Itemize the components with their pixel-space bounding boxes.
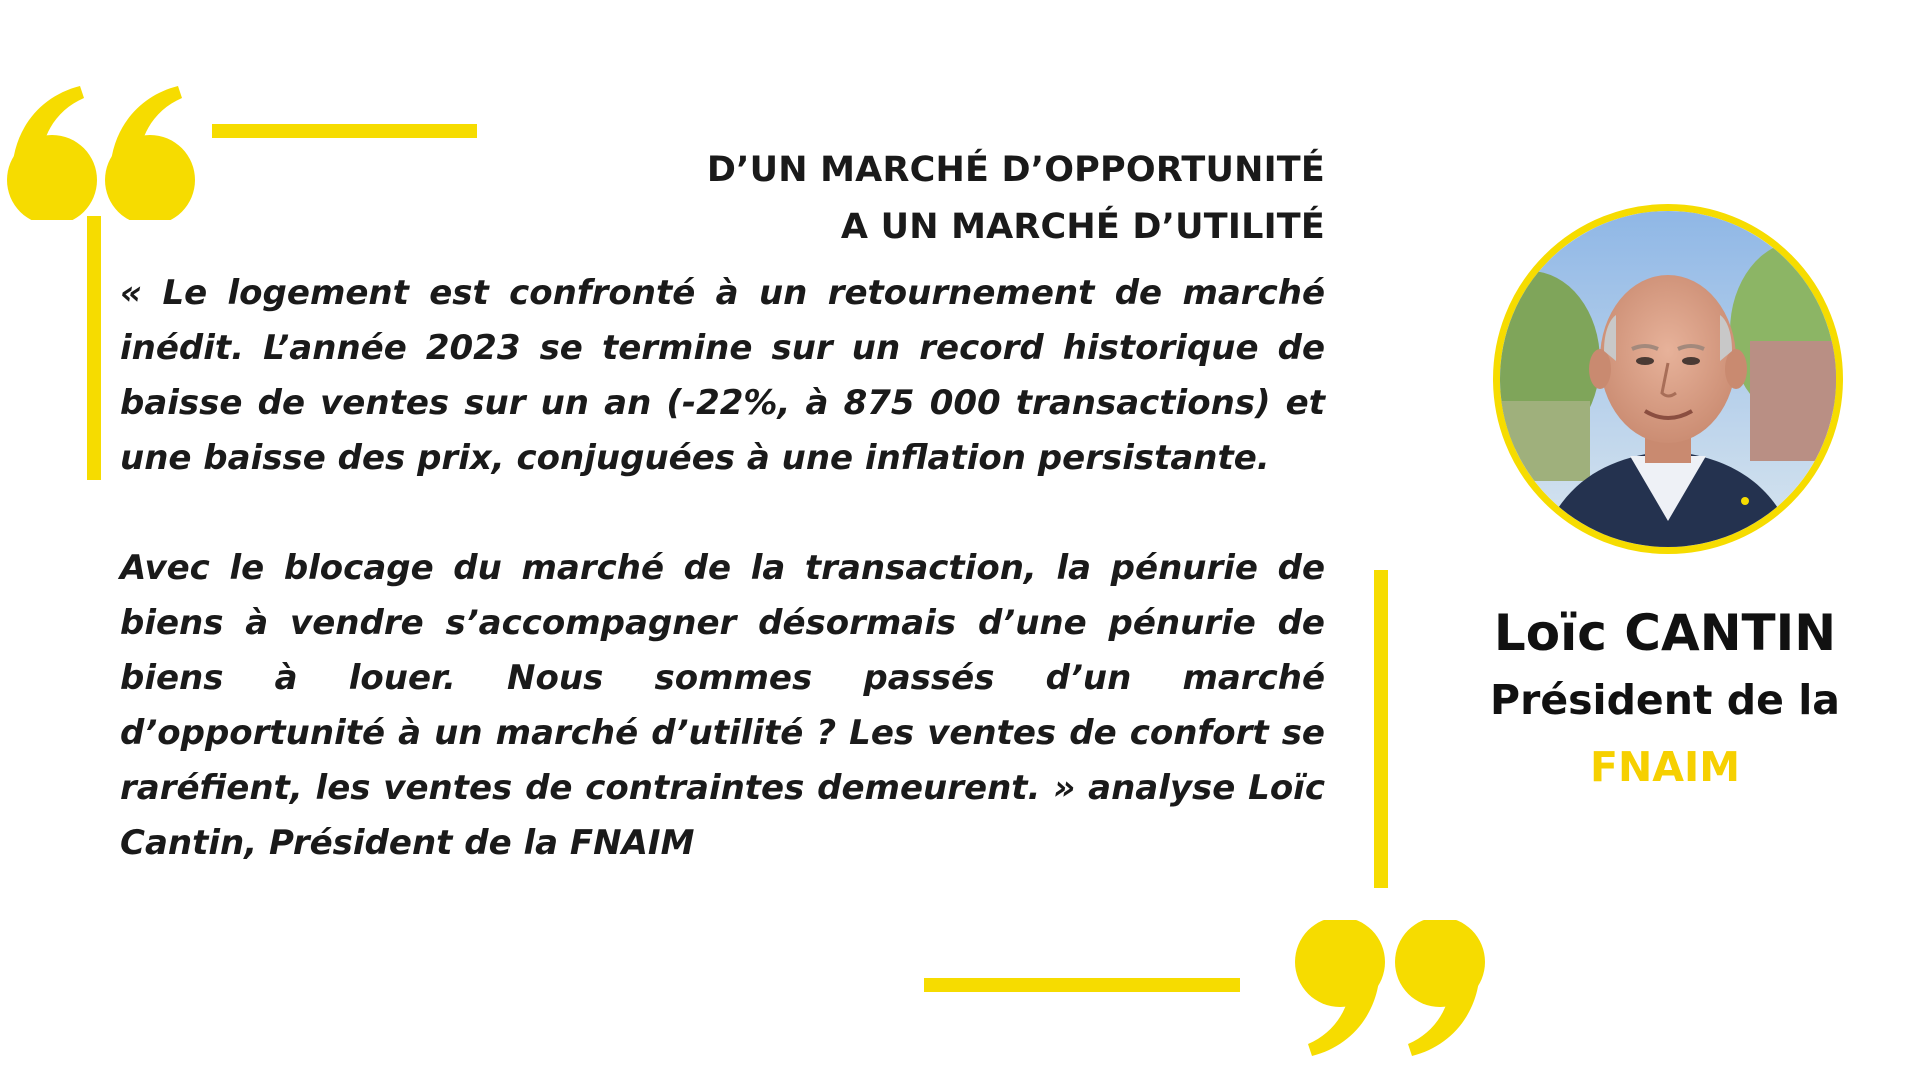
quote-body — [120, 266, 1325, 871]
closing-quote-mark-icon — [1272, 920, 1492, 1060]
portrait-illustration — [1500, 211, 1836, 547]
person-caption — [1440, 600, 1890, 800]
person-role: Président de la — [1490, 676, 1840, 724]
person-organization: FNAIM — [1589, 743, 1741, 791]
quote-paragraph-1: « Le logement est confronté à un retournement de marché inédit. L’année 2023 se termine sur un record historique de baisse de ventes sur un an (-22%, à 875 000 transactions) et une baisse des prix, conjuguées à une inflation persistante. — [120, 273, 1325, 478]
accent-bar-right — [1374, 570, 1388, 888]
headline-line-2: A UN MARCHÉ D’UTILITÉ — [840, 207, 1325, 247]
quote-paragraph-2: Avec le blocage du marché de la transaction, la pénurie de biens à vendre s’accompagner désormais d’une pénurie de biens à louer. Nous sommes passés d’un marché d’opportunité à un marché d’utilité ? Les ventes de confort se raréfient, les ventes de contraintes demeurent. » analyse Loïc Cantin, Président de la FNAIM — [120, 548, 1325, 863]
person-name: Loïc CANTIN — [1493, 604, 1837, 662]
accent-bar-left — [87, 216, 101, 480]
opening-quote-mark-icon — [0, 80, 220, 220]
headline — [480, 142, 1325, 256]
portrait-photo — [1493, 204, 1843, 554]
accent-bar-top — [212, 124, 477, 138]
accent-bar-bottom — [924, 978, 1240, 992]
headline-line-1: D’UN MARCHÉ D’OPPORTUNITÉ — [706, 150, 1325, 190]
